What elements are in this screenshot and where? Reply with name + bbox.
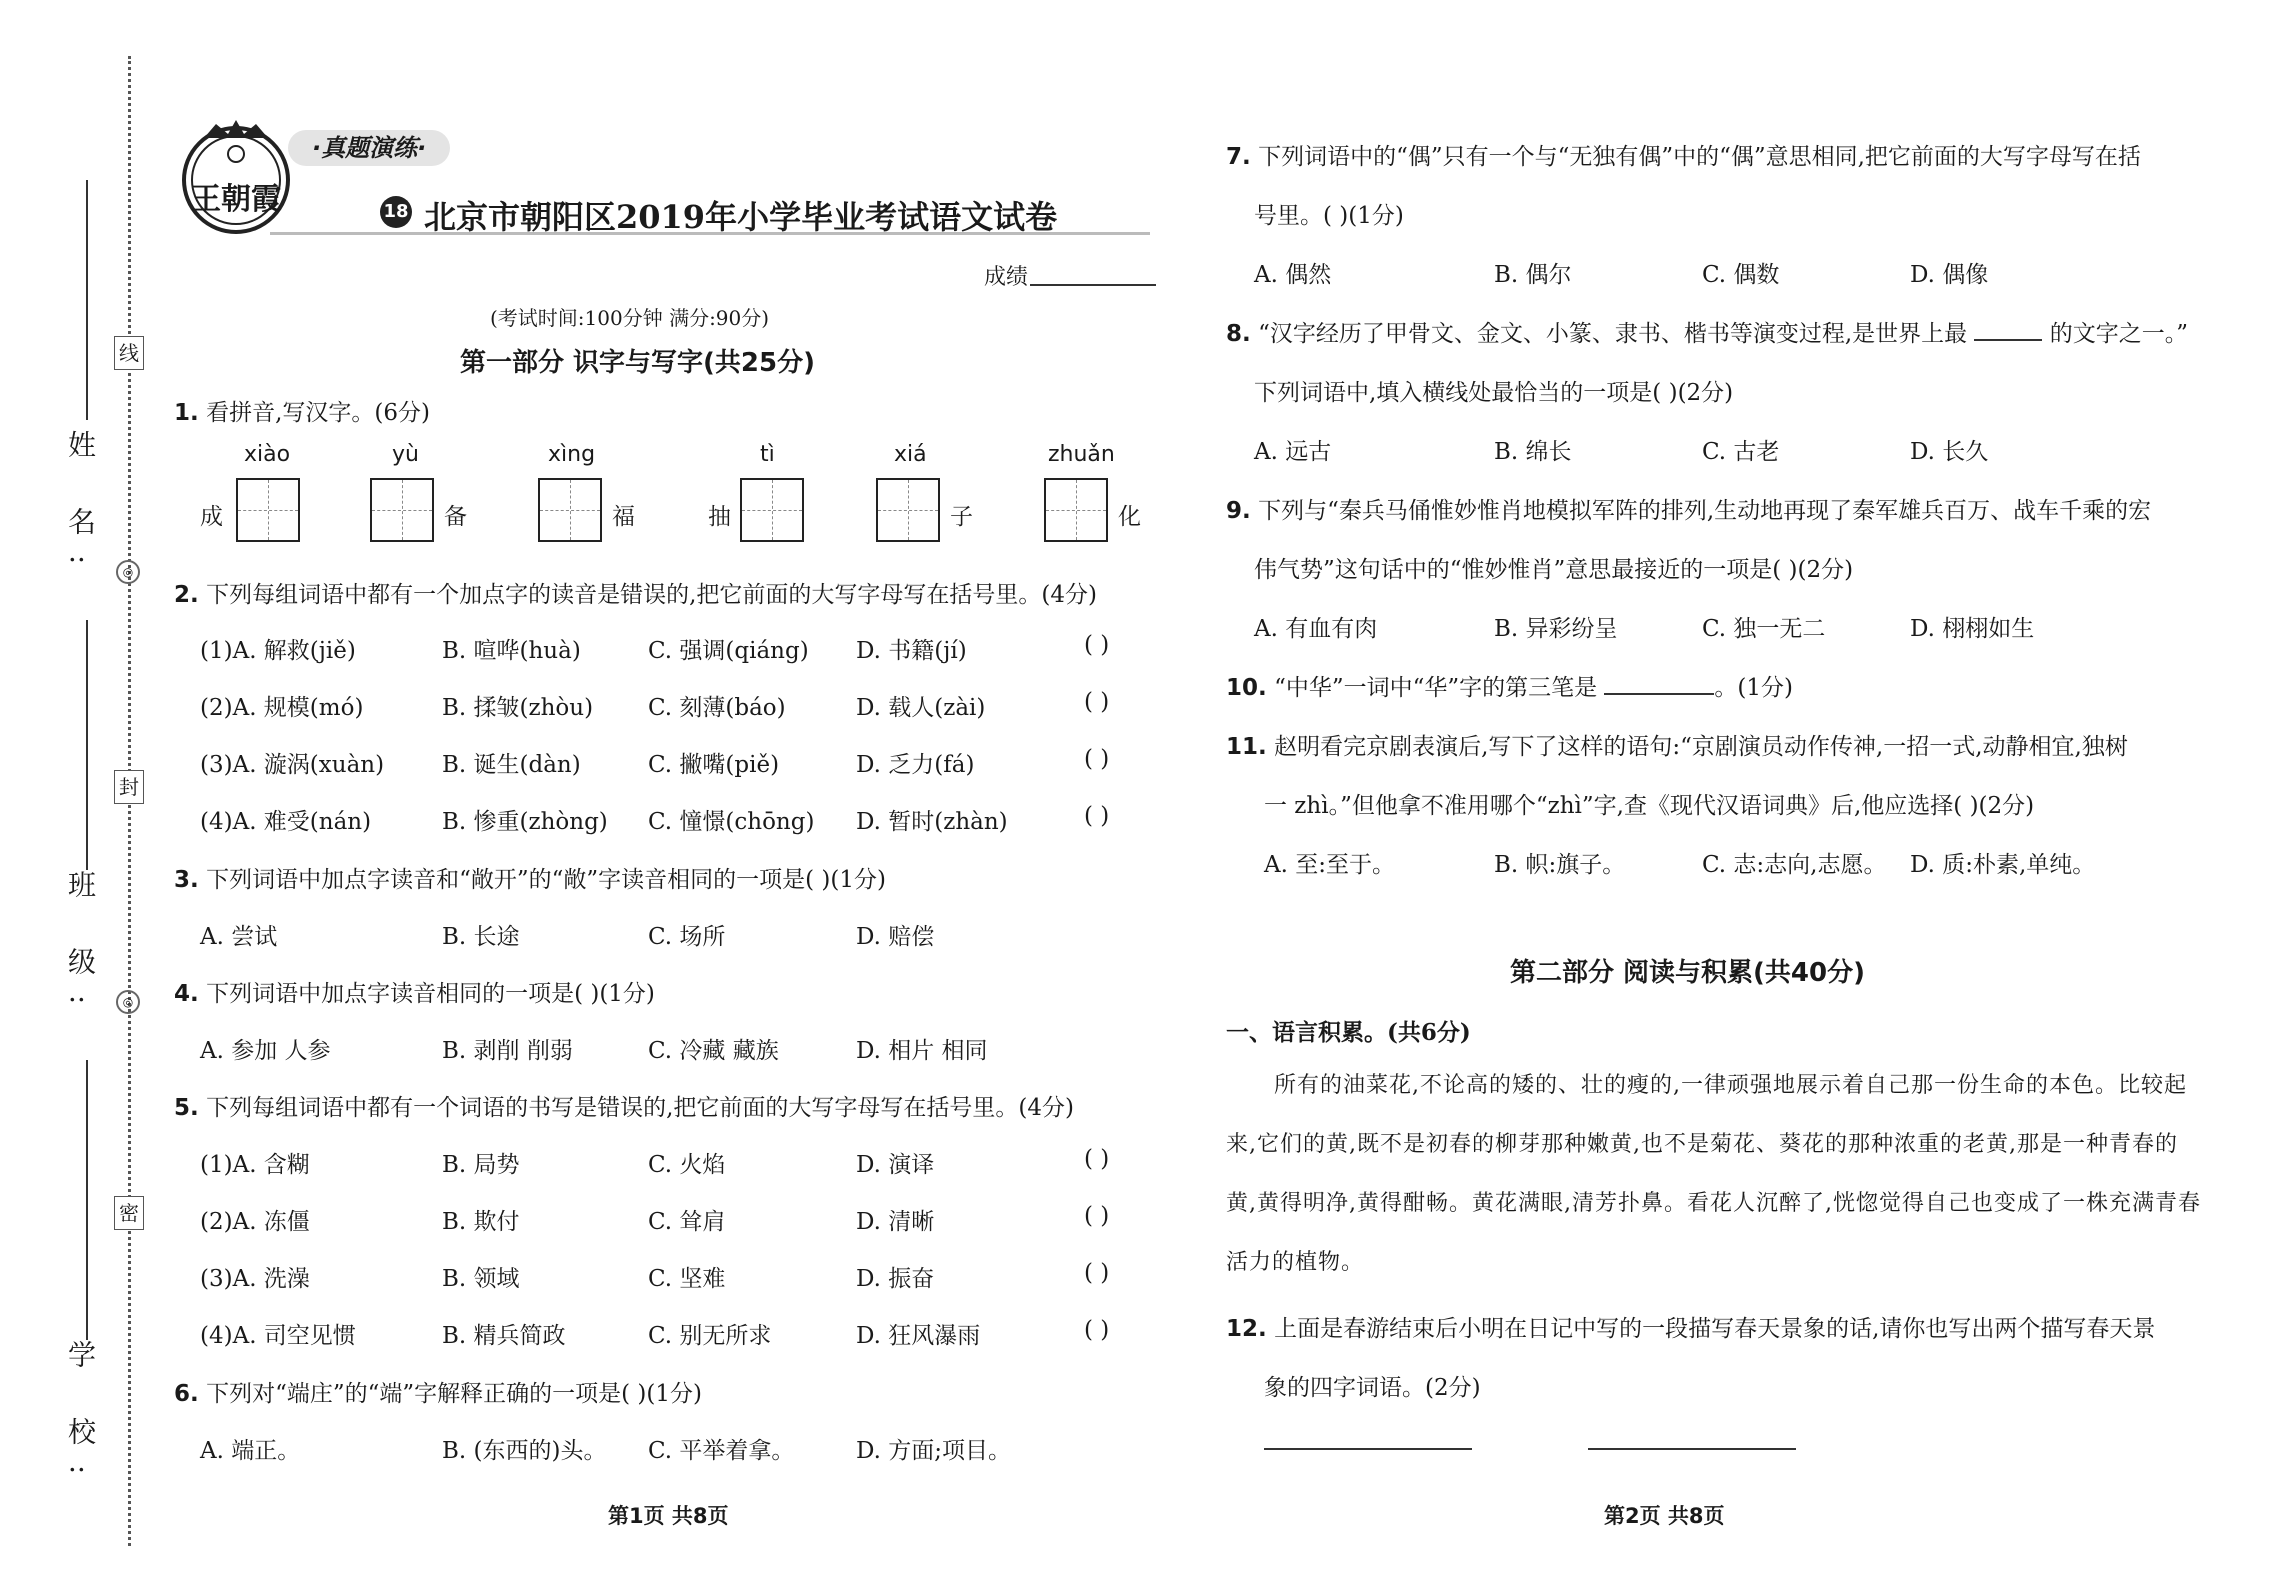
option: B. 帜:旗子。 <box>1494 852 1626 878</box>
option: D. 振奋 <box>856 1266 935 1292</box>
option: D. 狂风瀑雨 <box>856 1323 981 1349</box>
option: (3)A. 漩涡(xuàn) <box>200 752 385 778</box>
q8-prompt: 8. “汉字经历了甲骨文、金文、小篆、隶书、楷书等演变过程,是世界上最 的文字之一。” <box>1226 321 2189 347</box>
q7-prompt-cont: 号里。( )(1分) <box>1254 203 1404 229</box>
option: B. 绵长 <box>1494 439 1572 465</box>
q7-prompt: 7. 下列词语中的“偶”只有一个与“无独有偶”中的“偶”意思相同,把它前面的大写字母写在括 <box>1226 144 2141 170</box>
q1-writing-box[interactable] <box>1044 478 1108 542</box>
option: C. 场所 <box>648 924 726 950</box>
option: D. 书籍(jí) <box>856 638 967 664</box>
part2-title: 第二部分 阅读与积累(共40分) <box>1510 958 1865 988</box>
binding-hole-icon: ◎ <box>116 560 140 584</box>
q11-prompt: 11. 赵明看完京剧表演后,写下了这样的语句:“京剧演员动作传神,一招一式,动静相宜,独树 <box>1226 734 2128 760</box>
q1-writing-box[interactable] <box>740 478 804 542</box>
q1-prompt: 1. 看拼音,写汉字。(6分) <box>174 400 430 426</box>
option: D. 偶像 <box>1910 262 1989 288</box>
option: C. 撇嘴(piě) <box>648 752 780 778</box>
option: B. 异彩纷呈 <box>1494 616 1618 642</box>
option: A. 远古 <box>1254 439 1332 465</box>
option: B. 诞生(dàn) <box>442 752 581 778</box>
q1-context-char: 备 <box>444 504 467 530</box>
option: B. 局势 <box>442 1152 520 1178</box>
q1-pinyin: zhuǎn <box>1048 442 1115 467</box>
q5-prompt: 5. 下列每组词语中都有一个词语的书写是错误的,把它前面的大写字母写在括号里。(4分) <box>174 1095 1074 1121</box>
option: A. 尝试 <box>200 924 278 950</box>
q9-prompt-cont: 伟气势”这句话中的“惟妙惟肖”意思最接近的一项是( )(2分) <box>1254 557 1854 583</box>
option: C. 刻薄(báo) <box>648 695 786 721</box>
exam-title: 北京市朝阳区2019年小学毕业考试语文试卷 <box>424 198 1058 236</box>
option: D. 清晰 <box>856 1209 935 1235</box>
answer-parens[interactable]: ( ) <box>1084 1146 1110 1172</box>
option: A. 参加 人参 <box>200 1038 331 1064</box>
option: C. 偶数 <box>1702 262 1780 288</box>
option: A. 端正。 <box>200 1438 301 1464</box>
option: D. 方面;项目。 <box>856 1438 1011 1464</box>
q8-prompt-cont: 下列词语中,填入横线处最恰当的一项是( )(2分) <box>1254 380 1734 406</box>
option: D. 质:朴素,单纯。 <box>1910 852 2096 878</box>
q1-writing-box[interactable] <box>236 478 300 542</box>
score-blank[interactable] <box>1030 284 1156 286</box>
option: B. 长途 <box>442 924 520 950</box>
exam-number-badge: 18 <box>380 196 412 228</box>
q1-pinyin: xìng <box>548 442 596 467</box>
option: A. 有血有肉 <box>1254 616 1378 642</box>
answer-parens[interactable]: ( ) <box>1084 632 1110 658</box>
q10-prompt: 10. “中华”一词中“华”字的第三笔是 。(1分) <box>1226 675 1794 701</box>
option: B. 揉皱(zhòu) <box>442 695 594 721</box>
part1-title: 第一部分 识字与写字(共25分) <box>460 348 815 378</box>
q10-fill-blank[interactable] <box>1604 693 1714 695</box>
q12-prompt-cont: 象的四字词语。(2分) <box>1264 1375 1481 1401</box>
answer-parens[interactable]: ( ) <box>1084 689 1110 715</box>
q8-fill-blank[interactable] <box>1974 339 2042 341</box>
option: B. 剥削 削弱 <box>442 1038 573 1064</box>
page-footer-left: 第1页 共8页 <box>608 1504 729 1528</box>
q1-pinyin: tì <box>760 442 775 467</box>
name-label: 姓 名: <box>64 430 97 585</box>
option: C. 冷藏 藏族 <box>648 1038 779 1064</box>
q2-prompt: 2. 下列每组词语中都有一个加点字的读音是错误的,把它前面的大写字母写在括号里。(4分) <box>174 582 1097 608</box>
option: (2)A. 规模(mó) <box>200 695 364 721</box>
q1-writing-box[interactable] <box>876 478 940 542</box>
reading-passage: 所有的油菜花,不论高的矮的、壮的瘦的,一律顽强地展示着自己那一份生命的本色。比较起来,它们的黄,既不是初春的柳芽那种嫩黄,也不是菊花、葵花的那种浓重的老黄,那是一种青春的黄,黄得明净,黄得酣畅。黄花满眼,清芳扑鼻。看花人沉醉了,恍惚觉得自己也变成了一株充满青春活力的植物。 <box>1226 1073 2201 1275</box>
option: B. 喧哗(huà) <box>442 638 581 664</box>
q1-pinyin: xiá <box>894 442 927 467</box>
section1-title: 一、语言积累。(共6分) <box>1226 1019 1471 1046</box>
q6-prompt: 6. 下列对“端庄”的“端”字解释正确的一项是( )(1分) <box>174 1381 702 1407</box>
seal-marker-line: 线 <box>114 336 144 370</box>
option: D. 栩栩如生 <box>1910 616 2035 642</box>
option: A. 偶然 <box>1254 262 1332 288</box>
q1-pinyin: yù <box>392 442 419 467</box>
option: B. 领域 <box>442 1266 520 1292</box>
name-blank[interactable] <box>86 180 88 420</box>
q1-writing-box[interactable] <box>538 478 602 542</box>
option: D. 相片 相同 <box>856 1038 988 1064</box>
answer-parens[interactable]: ( ) <box>1084 746 1110 772</box>
school-blank[interactable] <box>86 1060 88 1340</box>
seal-marker-secret: 密 <box>114 1196 144 1230</box>
answer-parens[interactable]: ( ) <box>1084 1203 1110 1229</box>
option: B. (东西的)头。 <box>442 1438 607 1464</box>
page-footer-right: 第2页 共8页 <box>1604 1504 1725 1528</box>
option: C. 憧憬(chōng) <box>648 809 815 835</box>
q1-context-char: 子 <box>950 504 973 530</box>
q12-answer-blank[interactable] <box>1264 1448 1472 1450</box>
q1-pinyin: xiào <box>244 442 291 467</box>
option: D. 演译 <box>856 1152 935 1178</box>
option: B. 欺付 <box>442 1209 520 1235</box>
option: C. 独一无二 <box>1702 616 1826 642</box>
option: (3)A. 洗澡 <box>200 1266 310 1292</box>
option: C. 坚难 <box>648 1266 726 1292</box>
option: C. 强调(qiáng) <box>648 638 809 664</box>
option: (2)A. 冻僵 <box>200 1209 310 1235</box>
option: C. 古老 <box>1702 439 1780 465</box>
option: C. 平举着拿。 <box>648 1438 795 1464</box>
q3-prompt: 3. 下列词语中加点字读音和“敞开”的“敞”字读音相同的一项是( )(1分) <box>174 867 886 893</box>
answer-parens[interactable]: ( ) <box>1084 803 1110 829</box>
option: (1)A. 含糊 <box>200 1152 310 1178</box>
option: D. 赔偿 <box>856 924 935 950</box>
score-label: 成绩 <box>984 265 1029 290</box>
exam-info: (考试时间:100分钟 满分:90分) <box>490 306 770 330</box>
option: D. 乏力(fá) <box>856 752 975 778</box>
option: C. 火焰 <box>648 1152 726 1178</box>
q1-context-char: 化 <box>1118 504 1141 530</box>
option: C. 耸肩 <box>648 1209 726 1235</box>
option: (4)A. 难受(nán) <box>200 809 372 835</box>
q1-context-char: 福 <box>612 504 635 530</box>
option: B. 精兵简政 <box>442 1323 566 1349</box>
q1-writing-box[interactable] <box>370 478 434 542</box>
option: C. 志:志向,志愿。 <box>1702 852 1887 878</box>
binding-hole-icon: ◎ <box>116 990 140 1014</box>
q9-prompt: 9. 下列与“秦兵马俑惟妙惟肖地模拟军阵的排列,生动地再现了秦军雄兵百万、战车千乘的宏 <box>1226 498 2152 524</box>
answer-parens[interactable]: ( ) <box>1084 1260 1110 1286</box>
option: D. 长久 <box>1910 439 1989 465</box>
logo-text: 王朝霞 <box>191 182 281 217</box>
option: (1)A. 解救(jiě) <box>200 638 356 664</box>
q1-context-char: 成 <box>200 504 223 530</box>
option: A. 至:至于。 <box>1264 852 1395 878</box>
class-label: 班 级: <box>64 870 97 1025</box>
q1-context-char: 抽 <box>708 504 731 530</box>
option: (4)A. 司空见惯 <box>200 1323 356 1349</box>
q12-answer-blank[interactable] <box>1588 1448 1796 1450</box>
option: B. 偶尔 <box>1494 262 1572 288</box>
series-badge: ·真题演练· <box>288 130 450 166</box>
option: B. 惨重(zhòng) <box>442 809 608 835</box>
option: D. 暂时(zhàn) <box>856 809 1008 835</box>
q12-prompt: 12. 上面是春游结束后小明在日记中写的一段描写春天景象的话,请你也写出两个描写春天景 <box>1226 1316 2156 1342</box>
seal-marker-seal: 封 <box>114 770 144 804</box>
option: D. 载人(zài) <box>856 695 986 721</box>
q11-prompt-cont: 一 zhì。”但他拿不准用哪个“zhì”字,查《现代汉语词典》后,他应选择( )(2分) <box>1264 793 2035 819</box>
class-blank[interactable] <box>86 620 88 870</box>
school-label: 学 校: <box>64 1340 97 1495</box>
answer-parens[interactable]: ( ) <box>1084 1317 1110 1343</box>
q4-prompt: 4. 下列词语中加点字读音相同的一项是( )(1分) <box>174 981 655 1007</box>
option: C. 别无所求 <box>648 1323 772 1349</box>
